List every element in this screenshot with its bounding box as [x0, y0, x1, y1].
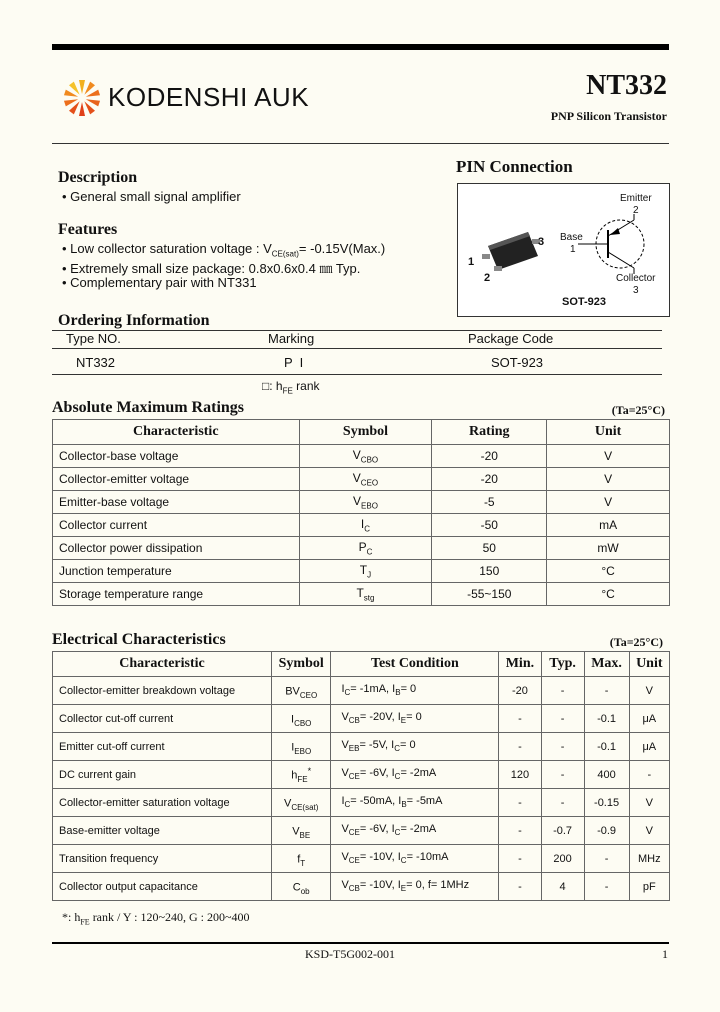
table-row: Collector-emitter saturation voltage $V_{CE(sat)}$ $I_C= -50mA$, $I_B= -5mA$ - - -0.15 V: [53, 789, 670, 817]
description-title: Description: [58, 169, 138, 186]
elec-header: Typ.: [541, 652, 584, 677]
test-condition: $V_{CB}= -20V$, $I_E= 0$: [331, 705, 499, 733]
top-rule: [52, 44, 669, 50]
emitter-label: Emitter: [620, 193, 652, 204]
abs-header: Symbol: [299, 420, 432, 445]
subtitle: PNP Silicon Transistor: [550, 109, 667, 123]
elec-footnote: *: $h_{FE}$ rank / Y : 120~240, G : 200~400: [62, 910, 250, 927]
base-label: Base: [560, 232, 583, 243]
table-row: Storage temperature range $T_{stg}$ -55~150 °C: [53, 583, 670, 606]
ordering-marking: P I: [284, 355, 304, 370]
pin-connection-title: PIN Connection: [456, 157, 573, 176]
description-item: • General small signal amplifier: [62, 189, 241, 204]
ordering-title: Ordering Information: [58, 312, 210, 329]
footer-rule: [52, 942, 669, 944]
ordering-header-rule: [52, 348, 662, 349]
test-condition: $V_{CE}= -6V$, $I_C= -2mA$: [331, 817, 499, 845]
table-row: Collector-base voltage $V_{CBO}$ -20 V: [53, 445, 670, 468]
elec-header: Min.: [499, 652, 541, 677]
feature-item: • Low collector saturation voltage : $V_{CE(sat)}= -0.15V(Max.)$: [62, 241, 385, 259]
header-divider: [52, 143, 669, 144]
pin-2-label: 2: [484, 272, 491, 284]
table-row: Emitter cut-off current $I_{EBO}$ $V_{EB}= -5V$, $I_C= 0$ - - -0.1 μA: [53, 733, 670, 761]
table-row: DC current gain $h_{FE}^*$ $V_{CE}= -6V$, $I_C= -2mA$ 120 - 400 -: [53, 761, 670, 789]
elec-table: [52, 651, 670, 901]
doc-code: KSD-T5G002-001: [305, 947, 395, 961]
table-row: Collector-emitter voltage $V_{CEO}$ -20 V: [53, 468, 670, 491]
table-row: Transition frequency $f_T$ $V_{CE}= -10V$, $I_C= -10mA$ - 200 - MHz: [53, 845, 670, 873]
ordering-header-package: Package Code: [468, 331, 554, 346]
kodenshi-logo-icon: [62, 78, 102, 118]
table-row: Collector current $I_C$ -50 mA: [53, 514, 670, 537]
collector-pin: 3: [633, 285, 639, 296]
abs-max-title: Absolute Maximum Ratings: [52, 399, 245, 416]
package-label: SOT-923: [562, 296, 607, 308]
table-row: Collector cut-off current $I_{CBO}$ $V_{CB}= -20V$, $I_E= 0$ - - -0.1 μA: [53, 705, 670, 733]
elec-header: Unit: [629, 652, 669, 677]
page-number: 1: [662, 947, 668, 961]
ordering-bottom-rule: [52, 374, 662, 375]
table-row: Base-emitter voltage $V_{BE}$ $V_{CE}= -6V$, $I_C= -2mA$ - -0.7 -0.9 V: [53, 817, 670, 845]
table-row: Emitter-base voltage $V_{EBO}$ -5 V: [53, 491, 670, 514]
collector-label: Collector: [616, 273, 656, 284]
ordering-header-type: Type NO.: [66, 331, 121, 346]
abs-max-condition: (Ta=25°C): [611, 403, 665, 417]
pin-3-label: 3: [538, 236, 545, 248]
ordering-note: □: $h_{FE}$ rank: [262, 379, 320, 396]
test-condition: $V_{CE}= -10V$, $I_C= -10mA$: [331, 845, 499, 873]
ordering-top-rule: [52, 330, 662, 331]
elec-header: Symbol: [271, 652, 330, 677]
test-condition: $V_{CE}= -6V$, $I_C= -2mA$: [331, 761, 499, 789]
test-condition: $I_C= -1mA$, $I_B= 0$: [331, 677, 499, 705]
table-row: Junction temperature $T_J$ 150 °C: [53, 560, 670, 583]
test-condition: $V_{CB}= -10V$, $I_E= 0$, f= 1MHz: [331, 873, 499, 901]
base-pin: 1: [570, 244, 576, 255]
elec-condition: (Ta=25°C): [609, 635, 663, 649]
elec-header: Max.: [584, 652, 629, 677]
emitter-pin: 2: [633, 205, 639, 216]
ordering-header-marking: Marking: [268, 331, 315, 346]
abs-header: Unit: [547, 420, 670, 445]
abs-header: Rating: [432, 420, 547, 445]
elec-header: Characteristic: [53, 652, 272, 677]
table-row: Collector-emitter breakdown voltage $BV_{CEO}$ $I_C= -1mA$, $I_B= 0$ -20 - - V: [53, 677, 670, 705]
test-condition: $I_C= -50mA$, $I_B= -5mA$: [331, 789, 499, 817]
pin-connection-diagram: [457, 183, 670, 317]
elec-header: Test Condition: [331, 652, 499, 677]
feature-item: • Complementary pair with NT331: [62, 275, 257, 290]
ordering-package: SOT-923: [491, 355, 544, 370]
part-number: NT332: [586, 70, 667, 101]
ordering-type: NT332: [76, 355, 116, 370]
elec-title: Electrical Characteristics: [52, 631, 226, 648]
features-title: Features: [58, 221, 118, 238]
test-condition: $V_{EB}= -5V$, $I_C= 0$: [331, 733, 499, 761]
abs-header: Characteristic: [53, 420, 300, 445]
brand-name: KODENSHI AUK: [108, 82, 310, 112]
abs-max-table: [52, 419, 670, 606]
feature-item: • Extremely small size package: 0.8x0.6x0.4 ㎜ Typ.: [62, 258, 360, 277]
pin-1-label: 1: [468, 256, 475, 268]
table-row: Collector power dissipation $P_C$ 50 mW: [53, 537, 670, 560]
table-row: Collector output capacitance $C_{ob}$ $V_{CB}= -10V$, $I_E= 0$, f= 1MHz - 4 - pF: [53, 873, 670, 901]
